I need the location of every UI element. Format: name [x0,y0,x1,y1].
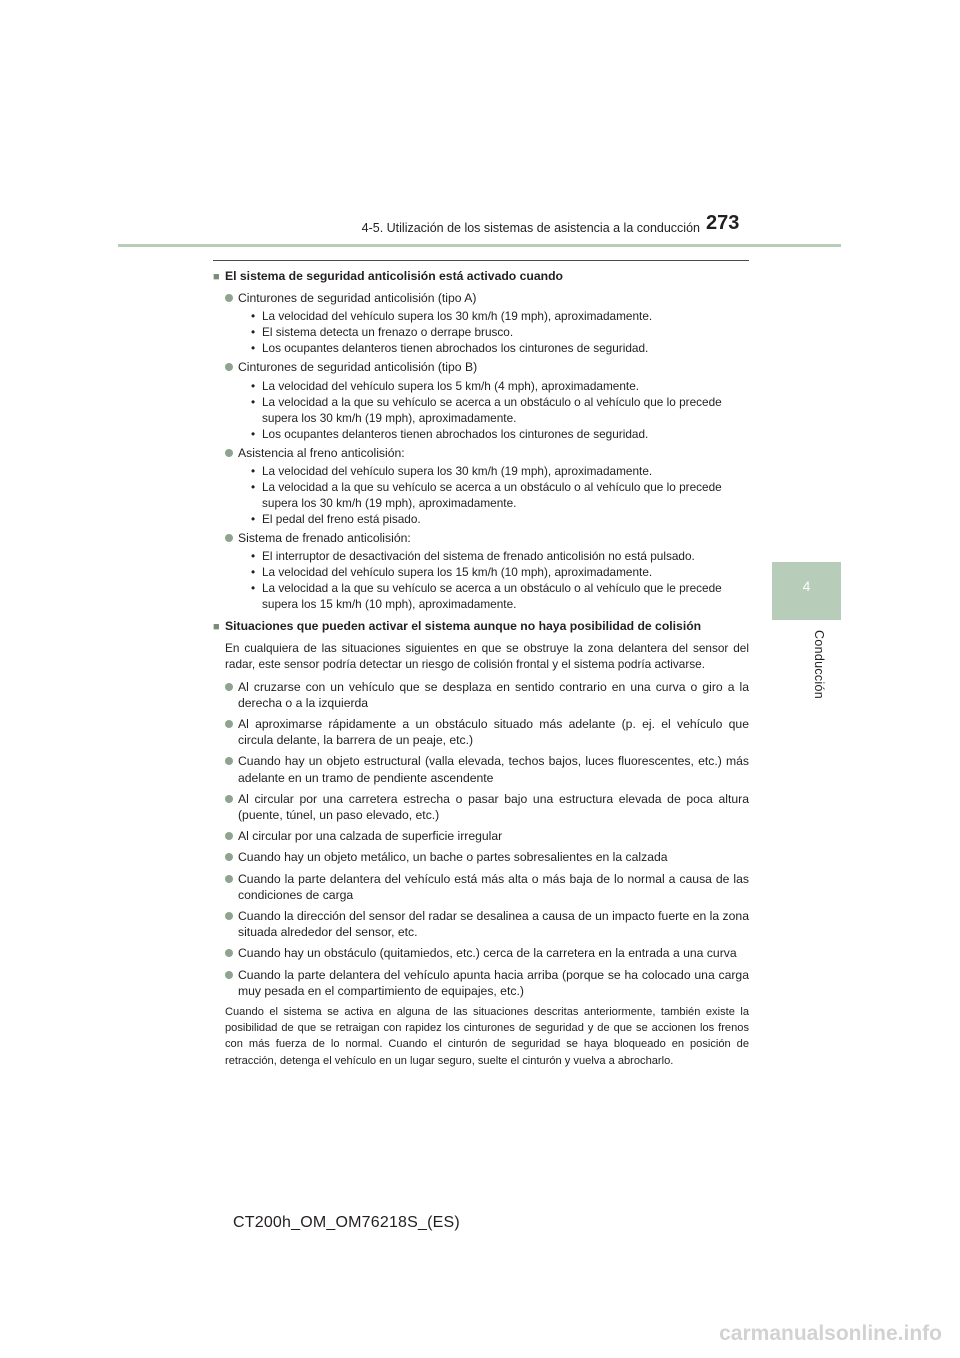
sub-list-item: • La velocidad a la que su vehículo se acerca a un obstáculo o al vehículo que lo precede supera los 30 km/h (19 mph), aproximadamente. [251,479,722,510]
list-item [213,871,749,903]
sub-item-text: La velocidad a la que su vehículo se acerca a un obstáculo o al vehículo que le precede supera los 15 km/h (10 mph), aproximadamente. [262,581,722,612]
section-heading [213,268,749,284]
round-bullet-icon [225,534,233,542]
list-item-text: Cinturones de seguridad anticolisión (tipo B) [238,360,478,375]
list-item [213,445,749,461]
chapter-number: 4 [802,578,811,594]
sub-item-text: La velocidad a la que su vehículo se acerca a un obstáculo o al vehículo que lo precede supera los 30 km/h (19 mph), aproximadamente. [262,394,722,425]
list-item [213,967,749,999]
sub-item-text: Los ocupantes delanteros tienen abrochados los cinturones de seguridad. [262,426,649,441]
list-item [213,849,749,865]
page-number: 273 [706,212,740,234]
chapter-tab [772,562,841,620]
round-bullet-icon [225,449,233,457]
sub-list-item: • La velocidad a la que su vehículo se acerca a un obstáculo o al vehículo que lo precede supera los 30 km/h (19 mph), aproximadamente. [251,394,722,425]
square-bullet-icon: ■ [213,271,220,283]
list-item-text: Asistencia al freno anticolisión: [238,445,405,460]
page-content [213,268,749,1069]
round-bullet-icon [225,757,233,765]
sub-list-item: • El pedal del freno está pisado. [251,511,421,526]
list-item-text: Al aproximarse rápidamente a un obstáculo situado más adelante (p. ej. el vehículo que circula delante, la barrera de un peaje, etc.) [238,717,749,748]
sub-list-item: • La velocidad del vehículo supera los 30 km/h (19 mph), aproximadamente. [251,463,653,478]
sub-item-text: El pedal del freno está pisado. [262,511,421,526]
list-item-text: Al circular por una carretera estrecha o pasar bajo una estructura elevada de poca altura (puente, túnel, un paso elevado, etc.) [238,791,749,823]
list-item [213,530,749,546]
sub-item-text: La velocidad a la que su vehículo se acerca a un obstáculo o al vehículo que lo precede supera los 30 km/h (19 mph), aproximadamente. [262,479,722,510]
sub-list-item: • La velocidad a la que su vehículo se acerca a un obstáculo o al vehículo que le precede supera los 15 km/h (10 mph), aproximadamente. [251,581,722,612]
document-code: CT200h_OM_OM76218S_(ES) [233,1214,460,1231]
list-item [213,679,749,711]
round-bullet-icon [225,949,233,957]
content-divider [213,260,749,261]
list-item [213,359,749,375]
list-item [213,753,749,785]
round-bullet-icon [225,795,233,803]
round-bullet-icon [225,853,233,861]
round-bullet-icon [225,832,233,840]
round-bullet-icon [225,294,233,302]
sub-list [213,463,749,527]
sub-item-text: La velocidad del vehículo supera los 30 km/h (19 mph), aproximadamente. [262,463,653,478]
list-item [213,828,749,844]
sub-list [213,548,749,612]
sub-list-item: • La velocidad del vehículo supera los 15 km/h (10 mph), aproximadamente. [251,565,653,580]
round-bullet-icon [225,363,233,371]
intro-paragraph: En cualquiera de las situaciones siguientes en que se obstruye la zona delantera del sensor del radar, este sensor podría detectar un riesgo de colisión frontal y el sistema podría activarse. [225,641,749,672]
sub-item-text: La velocidad del vehículo supera los 30 km/h (19 mph), aproximadamente. [262,309,653,324]
sub-item-text: El interruptor de desactivación del sistema de frenado anticolisión no está pulsado. [262,549,695,564]
note-paragraph: Cuando el sistema se activa en alguna de las situaciones descritas anteriormente, también existe la posibilidad de que se retraigan con rapidez los cinturones de seguridad y de que se accionen los frenos con más fuerza de lo normal. Cuando el cinturón de seguridad se haya bloqueado en posición de retracción, detenga el vehículo en un lugar seguro, suelte el cinturón y vuelva a abrocharlo. [225,1006,749,1067]
sub-item-text: La velocidad del vehículo supera los 15 km/h (10 mph), aproximadamente. [262,565,653,580]
round-bullet-icon [225,720,233,728]
list-item-text: Cuando hay un objeto estructural (valla elevada, techos bajos, luces fluorescentes, etc.) más adelante en un tramo de pendiente ascendente [238,754,749,785]
round-bullet-icon [225,683,233,691]
sub-list-item: • El sistema detecta un frenazo o derrape brusco. [251,325,514,340]
sub-list-item: • La velocidad del vehículo supera los 30 km/h (19 mph), aproximadamente. [251,309,653,324]
sub-list-item: • La velocidad del vehículo supera los 5 km/h (4 mph), aproximadamente. [251,378,640,393]
sub-item-text: La velocidad del vehículo supera los 5 km/h (4 mph), aproximadamente. [262,378,640,393]
list-item-text: Sistema de frenado anticolisión: [238,530,411,545]
section-heading [213,618,749,634]
list-item-text: Cuando la parte delantera del vehículo apunta hacia arriba (porque se ha colocado una carga muy pesada en el compartimiento de equipajes, etc.) [238,967,749,998]
list-item-text: Cuando la dirección del sensor del radar se desalinea a causa de un impacto fuerte en la zona situada alrededor del sensor, etc. [238,909,749,940]
watermark: carmanualsonline.info [719,1322,942,1345]
sub-list-item: • Los ocupantes delanteros tienen abrochados los cinturones de seguridad. [251,426,649,441]
list-item-text: Al cruzarse con un vehículo que se desplaza en sentido contrario en una curva o giro a la derecha o a la izquierda [238,679,749,710]
list-item [213,716,749,748]
round-bullet-icon [225,875,233,883]
list-item-text: Cuando hay un objeto metálico, un bache o partes sobresalientes en la calzada [238,850,668,865]
sub-list-item: • Los ocupantes delanteros tienen abrochados los cinturones de seguridad. [251,341,649,356]
list-item [213,945,749,961]
header-divider [118,244,841,247]
round-bullet-icon [225,912,233,920]
chapter-label: Conducción [812,630,826,700]
sub-list [213,378,749,442]
list-item-text: Cuando hay un obstáculo (quitamiedos, etc.) cerca de la carretera en la entrada a una curva [238,946,737,961]
section-heading-text: El sistema de seguridad anticolisión está activado cuando [225,269,563,283]
list-item [213,908,749,940]
list-item-text: Al circular por una calzada de superficie irregular [238,829,503,844]
list-item [213,791,749,823]
sub-item-text: El sistema detecta un frenazo o derrape brusco. [262,325,514,340]
section-heading-text: Situaciones que pueden activar el sistema aunque no haya posibilidad de colisión [225,619,702,634]
sub-list [213,308,749,356]
section-header-title: 4-5. Utilización de los sistemas de asistencia a la conducción [361,221,700,235]
round-bullet-icon [225,971,233,979]
list-item-text: Cinturones de seguridad anticolisión (tipo A) [238,291,477,306]
sub-list-item: • El interruptor de desactivación del sistema de frenado anticolisión no está pulsado. [251,549,695,564]
list-item-text: Cuando la parte delantera del vehículo está más alta o más baja de lo normal a causa de las condiciones de carga [238,871,749,902]
sub-item-text: Los ocupantes delanteros tienen abrochados los cinturones de seguridad. [262,341,649,356]
list-item [213,290,749,306]
square-bullet-icon: ■ [213,621,220,634]
